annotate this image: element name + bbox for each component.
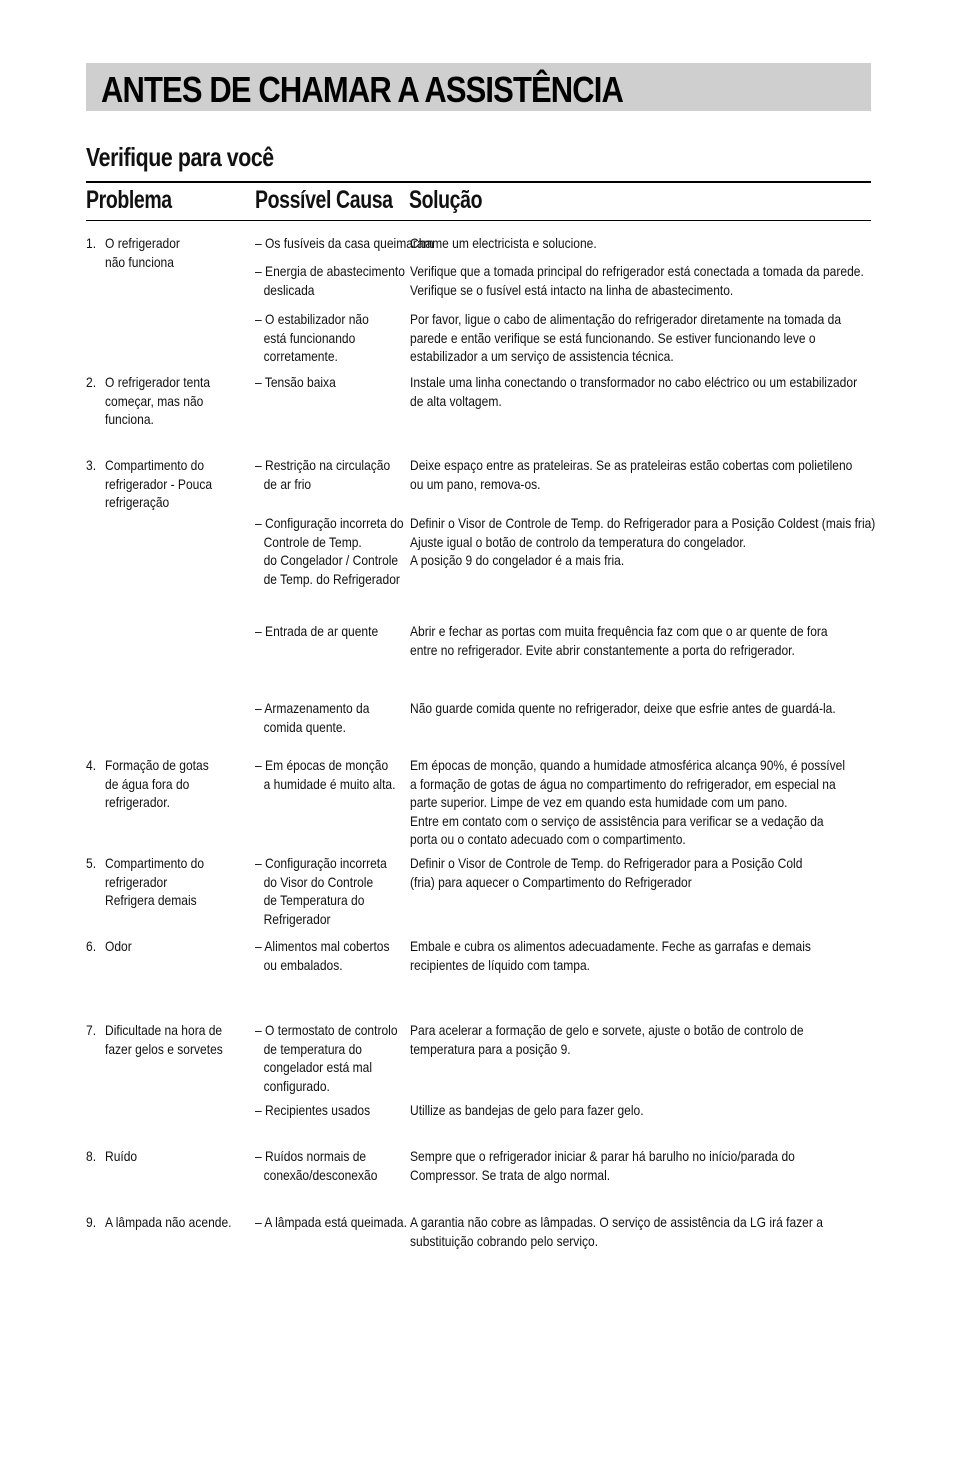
solution-cell-line: Abrir e fechar as portas com muita frequência faz com que o ar quente de fora (410, 623, 828, 639)
problem-cell (105, 756, 209, 812)
header-problem: Problema (86, 186, 172, 214)
solution-cell-line: (fria) para aquecer o Compartimento do Refrigerador (410, 873, 692, 890)
solution-cell-line: parte superior. Limpe de vez em quando esta humidade com um pano. (410, 794, 788, 810)
cause-cell-line: de ar frio (263, 475, 312, 492)
solution-cell (410, 373, 857, 410)
solution-cell-line: Sempre que o refrigerador iniciar & parar há barulho no início/parada do (410, 1148, 795, 1164)
cause-cell (255, 756, 395, 793)
cause-cell-line: – Configuração incorreta do (255, 515, 404, 531)
row-number: 3. (86, 457, 97, 473)
cause-cell (255, 1101, 370, 1120)
problem-cell-line: O refrigerador (105, 235, 180, 251)
problem-cell-line: Odor (105, 938, 132, 954)
cause-cell (255, 456, 390, 493)
cause-cell-line: – O estabilizador não (255, 311, 369, 327)
cause-cell (255, 1021, 398, 1095)
solution-cell-line: parede e então verifique se está funcionando. Se estiver funcionando leve o (410, 329, 816, 346)
problem-cell (105, 1147, 137, 1166)
cause-cell-line: ou embalados. (263, 956, 343, 973)
cause-cell-line: corretamente. (263, 348, 338, 364)
row-number: 4. (86, 757, 97, 773)
cause-cell-line: de temperatura do (263, 1040, 362, 1057)
problem-cell-line: A lâmpada não acende. (105, 1214, 232, 1230)
cause-cell-line: – Configuração incorreta (255, 855, 387, 871)
problem-cell (105, 373, 210, 429)
cause-cell (255, 1147, 377, 1184)
solution-cell-line: Embale e cubra os alimentos adecuadamente. Feche as garrafas e demais (410, 938, 811, 954)
cause-cell (255, 699, 369, 736)
page-title: ANTES DE CHAMAR A ASSISTÊNCIA (101, 69, 624, 110)
solution-cell-line: substituição cobrando pelo serviço. (410, 1232, 599, 1249)
solution-cell-line: Em épocas de monção, quando a humidade atmosférica alcança 90%, é possível (410, 757, 846, 773)
solution-cell-line: Definir o Visor de Controle de Temp. do Refrigerador para a Posição Cold (410, 855, 803, 871)
row-number: 2. (86, 374, 97, 390)
cause-cell-line: – Recipientes usados (255, 1102, 371, 1118)
row-number: 8. (86, 1148, 97, 1164)
solution-cell-line: porta ou o contato adecuado com o compartimento. (410, 831, 686, 847)
cause-cell-line: de Temp. do Refrigerador (263, 570, 400, 587)
solution-cell-line: Deixe espaço entre as prateleiras. Se as prateleiras estão cobertas com polietileno (410, 457, 853, 473)
solution-cell (410, 1147, 795, 1184)
table-header-rule (86, 220, 871, 221)
cause-cell (255, 854, 387, 928)
cause-cell (255, 373, 336, 392)
solution-cell-line: Chame um electricista e solucione. (410, 235, 597, 251)
cause-cell-line: a humidade é muito alta. (263, 775, 396, 792)
header-cause: Possível Causa (255, 186, 393, 214)
solution-cell (410, 1213, 823, 1250)
cause-cell (255, 937, 390, 974)
problem-cell-line: funciona. (105, 411, 154, 427)
problem-cell-line: fazer gelos e sorvetes (105, 1040, 223, 1057)
cause-cell (255, 310, 369, 366)
row-number: 5. (86, 855, 97, 871)
solution-cell (410, 1101, 644, 1120)
solution-cell-line: Ajuste igual o botão de controlo da temperatura do congelador. (410, 533, 747, 550)
solution-cell (410, 262, 864, 299)
solution-cell (410, 456, 852, 493)
solution-cell (410, 1021, 804, 1058)
solution-cell-line: Compressor. Se trata de algo normal. (410, 1166, 611, 1183)
solution-cell-line: recipientes de líquido com tampa. (410, 956, 591, 973)
cause-cell (255, 622, 378, 641)
cause-cell-line: do Congelador / Controle (263, 552, 399, 568)
solution-cell-line: ou um pano, remova-os. (410, 475, 541, 492)
solution-cell-line: entre no refrigerador. Evite abrir constantemente a porta do refrigerador. (410, 641, 795, 658)
section-subtitle: Verifique para você (86, 142, 274, 172)
solution-cell-line: Utillize as bandejas de gelo para fazer gelo. (410, 1102, 644, 1118)
cause-cell-line: deslicada (263, 281, 315, 298)
solution-cell-line: Instale uma linha conectando o transformador no cabo eléctrico ou um estabilizador (410, 374, 858, 390)
cause-cell-line: – Entrada de ar quente (255, 623, 379, 639)
cause-cell-line: está funcionando (263, 329, 356, 346)
cause-cell-line: – A lâmpada está queimada. (255, 1214, 407, 1230)
solution-cell (410, 937, 811, 974)
cause-cell-line: – Restrição na circulação (255, 457, 391, 473)
header-solution: Solução (409, 186, 483, 214)
cause-cell-line: configurado. (263, 1077, 330, 1094)
cause-cell (255, 514, 404, 588)
solution-cell-line: Não guarde comida quente no refrigerador, deixe que esfrie antes de guardá-la. (410, 700, 836, 716)
solution-cell-line: A posição 9 do congelador é a mais fria. (410, 552, 625, 568)
row-number: 6. (86, 938, 97, 954)
problem-cell-line: refrigerador - Pouca (105, 475, 213, 492)
problem-cell-line: Compartimento do (105, 855, 205, 871)
problem-cell-line: refrigeração (105, 494, 170, 510)
cause-cell-line: – Alimentos mal cobertos (255, 938, 390, 954)
solution-cell (410, 854, 802, 891)
row-number: 1. (86, 235, 97, 251)
row-number: 9. (86, 1214, 97, 1230)
cause-cell-line: – Ruídos normais de (255, 1148, 367, 1164)
solution-cell-line: Entre em contato com o serviço de assistência para verificar se a vedação da (410, 812, 824, 829)
problem-cell-line: refrigerador. (105, 794, 170, 810)
cause-cell (255, 262, 405, 299)
solution-cell (410, 514, 875, 570)
cause-cell-line: – Energia de abastecimento (255, 263, 405, 279)
solution-cell-line: Verifique que a tomada principal do refrigerador está conectada a tomada da parede. (410, 263, 864, 279)
problem-cell-line: Formação de gotas (105, 757, 209, 773)
problem-cell-line: Dificultade na hora de (105, 1022, 223, 1038)
solution-cell-line: Definir o Visor de Controle de Temp. do Refrigerador para a Posição Coldest (mais fria) (410, 515, 876, 531)
cause-cell (255, 1213, 407, 1232)
solution-cell-line: a formação de gotas de água no compartimento do refrigerador, em especial na (410, 775, 836, 792)
problem-cell-line: começar, mas não (105, 392, 204, 409)
cause-cell-line: – Armazenamento da (255, 700, 370, 716)
solution-cell (410, 622, 828, 659)
problem-cell-line: Refrigera demais (105, 892, 197, 908)
row-number: 7. (86, 1022, 97, 1038)
problem-cell-line: de água fora do (105, 775, 190, 792)
cause-cell-line: de Temperatura do (263, 892, 365, 908)
problem-cell-line: Compartimento do (105, 457, 205, 473)
solution-cell-line: Verifique se o fusível está intacto na linha de abastecimento. (410, 281, 734, 298)
problem-cell-line: refrigerador (105, 873, 168, 890)
solution-cell-line: estabilizador a um serviço de assistencia técnica. (410, 348, 674, 364)
title-bar (86, 63, 871, 111)
cause-cell-line: – O termostato de controlo (255, 1022, 398, 1038)
cause-cell-line: – Tensão baixa (255, 374, 336, 390)
problem-cell-line: Ruído (105, 1148, 138, 1164)
cause-cell-line: comida quente. (263, 718, 346, 735)
solution-cell (410, 234, 597, 253)
cause-cell-line: – Em épocas de monção (255, 757, 389, 773)
solution-cell-line: Para acelerar a formação de gelo e sorvete, ajuste o botão de controlo de (410, 1022, 804, 1038)
problem-cell (105, 1213, 232, 1232)
problem-cell (105, 937, 132, 956)
solution-cell (410, 699, 836, 718)
cause-cell-line: Refrigerador (263, 910, 331, 927)
cause-cell-line: congelador está mal (263, 1059, 373, 1075)
problem-cell (105, 234, 180, 271)
solution-cell-line: Por favor, ligue o cabo de alimentação do refrigerador diretamente na tomada da (410, 311, 842, 327)
problem-cell-line: O refrigerador tenta (105, 374, 211, 390)
solution-cell (410, 310, 841, 366)
solution-cell-line: A garantia não cobre as lâmpadas. O serviço de assistência da LG irá fazer a (410, 1214, 823, 1230)
solution-cell (410, 756, 845, 849)
cause-cell-line: conexão/desconexão (263, 1166, 378, 1183)
cause-cell-line: do Visor do Controle (263, 873, 374, 890)
cause-cell-line: Controle de Temp. (263, 533, 362, 550)
problem-cell-line: não funciona (105, 253, 174, 270)
solution-cell-line: temperatura para a posição 9. (410, 1040, 571, 1057)
table-top-rule (86, 181, 871, 183)
solution-cell-line: de alta voltagem. (410, 392, 502, 409)
cause-cell (255, 234, 434, 253)
problem-cell (105, 1021, 223, 1058)
cause-cell-line: – Os fusíveis da casa queimaram (255, 235, 434, 251)
problem-cell (105, 854, 204, 910)
problem-cell (105, 456, 212, 512)
